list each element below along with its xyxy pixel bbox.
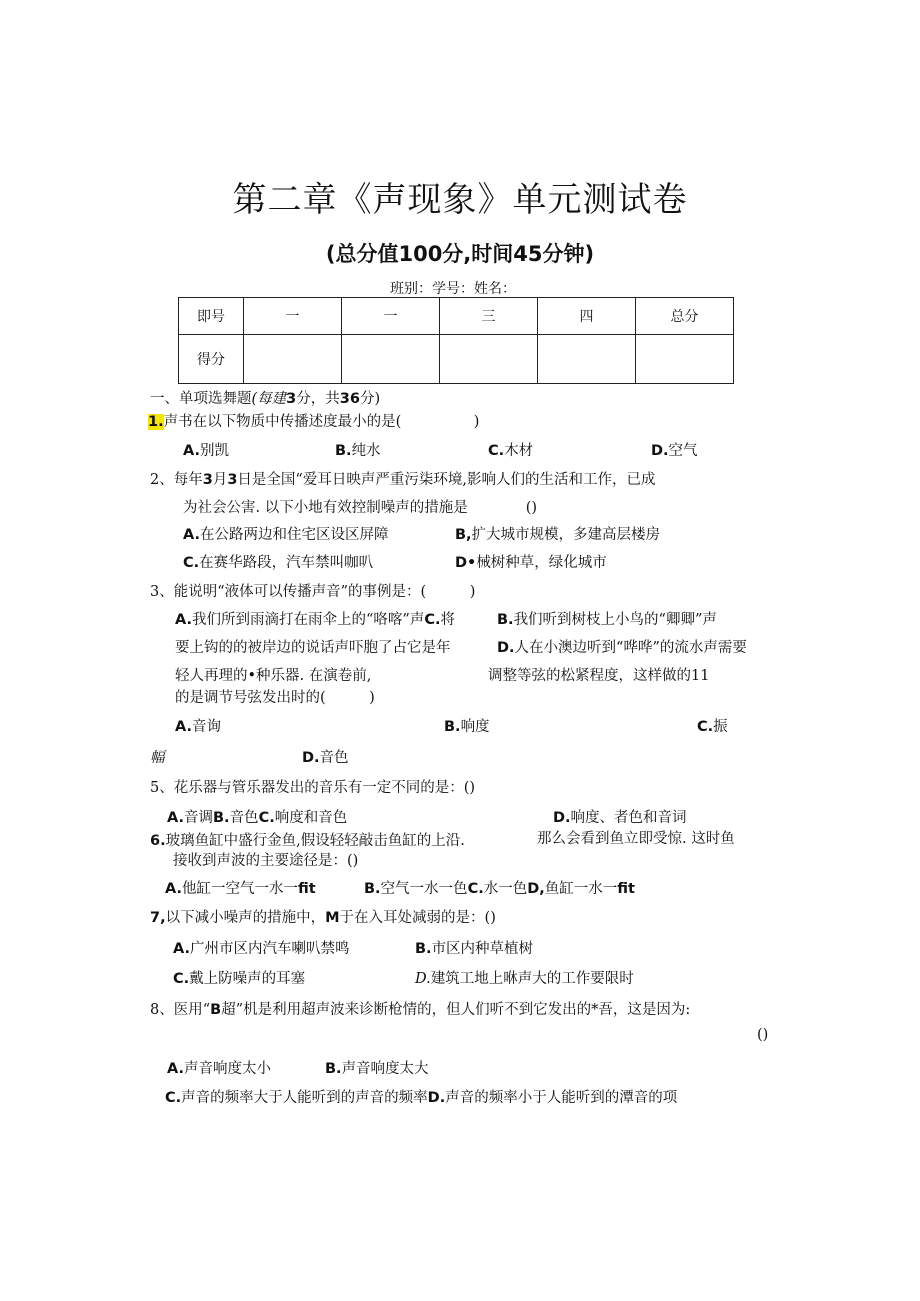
student-info-line: 班别：学号：姓名：	[390, 281, 516, 297]
q8-option-a: A.声音响度太小	[167, 1061, 271, 1077]
score-cell	[440, 335, 538, 384]
q8-options-cd: C.声音的频率大于人能听到的声音的频率D.声音的频率小于人能听到的潭音的项	[165, 1090, 678, 1106]
score-table-header: 即号	[179, 298, 244, 335]
score-table-header-row	[179, 298, 734, 335]
q3-option-b: B.我们听到树枝上小鸟的“卿卿”声	[497, 612, 717, 628]
question-number: 1.	[148, 414, 164, 430]
q6-option-a: A.他缸一空气一水一fit	[165, 881, 316, 897]
q7-option-d: D.建筑工地上咻声大的工作要限时	[415, 971, 634, 987]
score-table-score-row	[179, 335, 734, 384]
q4-option-b: B.响度	[444, 719, 490, 735]
score-table-header: 一	[342, 298, 440, 335]
q4-option-a: A.音询	[175, 719, 221, 735]
q1-option-a: A.别凯	[183, 443, 229, 459]
q2-option-c: C.在赛华路段，汽车禁叫咖叭	[183, 555, 374, 571]
q1-option-c: C.木材	[488, 443, 534, 459]
q3-line-2-left: 要上钩的的被岸边的说话声吓胞了占它是年	[175, 640, 451, 656]
q4-option-c-continued: 幅	[150, 750, 165, 766]
question-5: 5、花乐器与管乐器发出的音乐有一定不同的是：()	[150, 780, 476, 796]
page-title: 第二章《声现象》单元测试卷	[232, 180, 688, 220]
q7-option-c: C.戴上防噪声的耳塞	[173, 971, 306, 987]
q1-option-d: D.空气	[651, 443, 698, 459]
q5-option-d: D.响度、者色和音词	[553, 810, 687, 826]
question-6: 6.玻璃鱼缸中盛行金鱼,假设轻轻敲击鱼缸的上沿.	[150, 833, 465, 849]
q6-options-bcd: B.空气一水一色C.水一色D,鱼缸一水一fit	[364, 881, 635, 897]
question-6-line-2: 接收到声波的主要途径是：()	[173, 853, 359, 869]
q3-option-a: A.我们所到雨滴打在雨伞上的“咯喀”声C.将	[175, 612, 455, 628]
question-8: 8、医用“B超”机是利用超声波来诊断枪情的，但人们听不到它发出的*吾，这是因为:	[150, 1002, 691, 1018]
q3-line-3-left: 轻人再理的•种乐器. 在演卷前,	[175, 668, 372, 684]
question-1: 1.声书在以下物质中传播述度最小的是( )	[148, 414, 480, 430]
q7-option-b: B.市区内种草植树	[415, 941, 534, 957]
score-cell	[342, 335, 440, 384]
q1-option-b: B.纯水	[335, 443, 381, 459]
q2-option-b: B,扩大城市规模，多建高层楼房	[455, 527, 661, 543]
q3-line-3-right: 调整等弦的松紧程度，这样做的11	[488, 668, 710, 684]
score-cell	[538, 335, 636, 384]
score-table-header: 三	[440, 298, 538, 335]
q5-options-abc: A.音调B.音色C.响度和音色	[167, 810, 348, 826]
score-table-header: 一	[244, 298, 342, 335]
q3-option-d: D.人在小澳边听到“哗哗”的流水声需要	[497, 640, 747, 656]
question-6-right: 那么会看到鱼立即受惊. 这时鱼	[537, 831, 735, 847]
q3-line-4: 的是调节号弦发出时的( )	[175, 690, 375, 706]
question-3: 3、能说明“液体可以传播声音”的事例是：( )	[150, 584, 476, 600]
score-cell	[244, 335, 342, 384]
q8-answer-paren: ()	[757, 1027, 769, 1043]
q4-option-d: D.音色	[302, 750, 349, 766]
score-table-header: 总分	[636, 298, 734, 335]
score-table	[178, 297, 734, 384]
score-row-label: 得分	[179, 335, 244, 384]
q7-option-a: A.广州市区内汽车喇叭禁鸣	[173, 941, 350, 957]
q8-option-b: B.声音响度太大	[325, 1061, 429, 1077]
question-2-line-2: 为社会公害. 以下小地有效控制噪声的措施是 ()	[183, 500, 538, 516]
score-table-header: 四	[538, 298, 636, 335]
question-7: 7,以下减小噪声的措施中，M于在入耳处减弱的是：()	[150, 910, 496, 926]
score-cell	[636, 335, 734, 384]
page-subtitle: (总分值100分,时间45分钟)	[325, 242, 595, 266]
q2-option-d: D•械树种草，绿化城市	[455, 555, 607, 571]
q2-option-a: A.在公路两边和住宅区设区屏障	[183, 527, 389, 543]
question-2-line-1: 2、每年3月3日是全国“爱耳日映声严重污柒环境,影响人们的生活和工作，已成	[150, 472, 656, 488]
section-heading: 一、单项选舞题(每建3分，共36分)	[150, 391, 381, 407]
q4-option-c: C.振	[697, 719, 728, 735]
